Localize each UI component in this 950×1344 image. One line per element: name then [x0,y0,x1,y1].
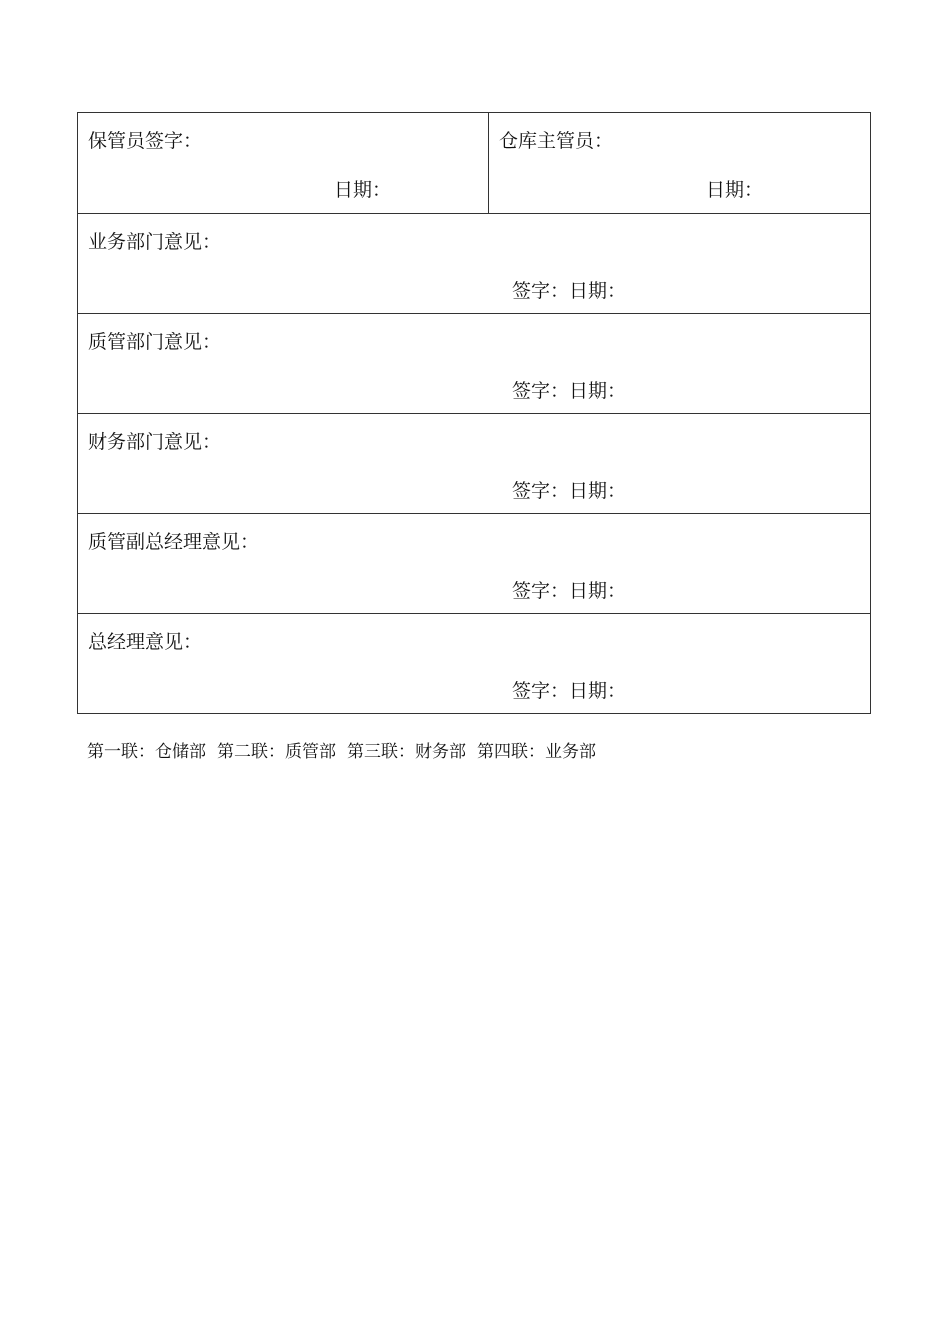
quality-deputy-gm-sign-date-label: 签字：日期： [512,580,627,602]
quality-dept-sign-date-label: 签字：日期： [512,380,627,402]
copy-2-label: 第二联：质管部 [217,742,336,762]
quality-deputy-gm-opinion-label: 质管副总经理意见： [88,531,260,553]
copy-3-label: 第三联：财务部 [347,742,466,762]
quality-deputy-gm-opinion-row[interactable] [78,513,870,613]
keeper-signature-cell[interactable] [78,113,489,213]
supervisor-signature-cell[interactable] [489,113,870,213]
business-dept-opinion-row[interactable] [78,213,870,313]
quality-dept-opinion-label: 质管部门意见： [88,331,222,353]
copy-distribution-note [87,741,596,763]
business-dept-opinion-label: 业务部门意见： [88,231,222,253]
copy-4-label: 第四联：业务部 [477,742,596,762]
supervisor-label: 仓库主管员： [499,130,614,152]
signature-row [78,113,870,213]
finance-dept-opinion-row[interactable] [78,413,870,513]
gm-opinion-label: 总经理意见： [88,631,203,653]
copy-1-label: 第一联：仓储部 [87,742,206,762]
keeper-signature-label: 保管员签字： [88,130,203,152]
gm-opinion-row[interactable] [78,613,870,713]
finance-dept-opinion-label: 财务部门意见： [88,431,222,453]
quality-dept-opinion-row[interactable] [78,313,870,413]
finance-dept-sign-date-label: 签字：日期： [512,480,627,502]
business-dept-sign-date-label: 签字：日期： [512,280,627,302]
approval-form-table [77,112,871,714]
gm-sign-date-label: 签字：日期： [512,680,627,702]
keeper-date-label: 日期： [334,179,392,201]
supervisor-date-label: 日期： [706,179,764,201]
